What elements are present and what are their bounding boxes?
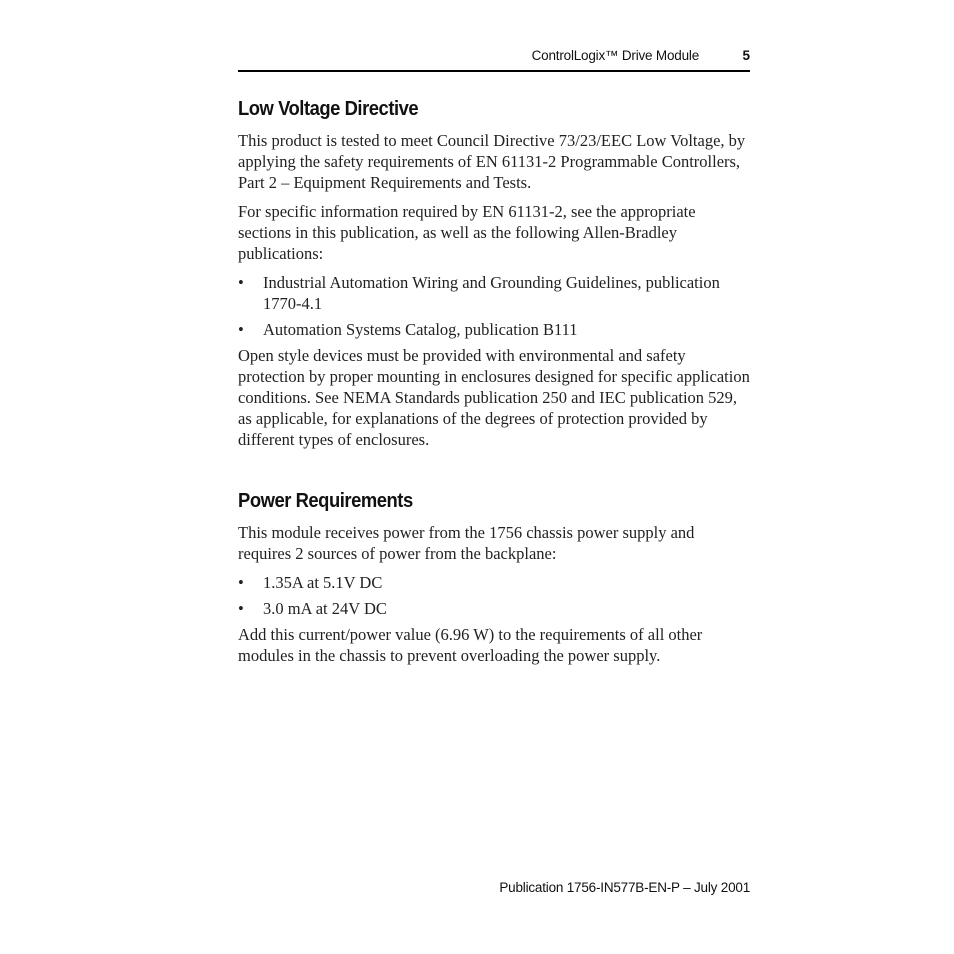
paragraph: This product is tested to meet Council Directive 73/23/EEC Low Voltage, by applying the safety requirements of EN 61131-2 Programmable Controllers, Part 2 – Equipment Requirements and Tests. xyxy=(238,131,746,192)
bullet-list xyxy=(238,572,750,619)
section-heading: Power Requirements xyxy=(238,490,413,512)
header-title: ControlLogix™ Drive Module xyxy=(531,48,699,63)
section-power-requirements xyxy=(238,487,750,666)
bullet-list xyxy=(238,272,750,340)
footer-publication: Publication 1756-IN577B-EN-P – July 2001 xyxy=(499,880,750,895)
bullet-icon: • xyxy=(238,320,244,339)
page-content xyxy=(238,95,750,666)
list-item-text: 1.35A at 5.1V DC xyxy=(263,573,383,592)
list-item-text: Automation Systems Catalog, publication B111 xyxy=(263,320,578,339)
list-item-text: 3.0 mA at 24V DC xyxy=(263,599,387,618)
paragraph: Open style devices must be provided with environmental and safety protection by proper mounting in enclosures designed for specific application conditions. See NEMA Standards publication 250 and IEC publication 529, as applicable, for explanations of the degrees of protection provided by different types of enclosures. xyxy=(238,346,750,449)
list-item xyxy=(238,572,750,593)
bullet-icon: • xyxy=(238,599,244,618)
bullet-icon: • xyxy=(238,273,244,292)
list-item-text: Industrial Automation Wiring and Grounding Guidelines, publication 1770-4.1 xyxy=(263,273,720,313)
section-heading: Low Voltage Directive xyxy=(238,98,419,120)
section-low-voltage-directive xyxy=(238,95,750,450)
list-item xyxy=(238,272,750,314)
list-item xyxy=(238,598,750,619)
bullet-icon: • xyxy=(238,573,244,592)
paragraph: For specific information required by EN 61131-2, see the appropriate sections in this publication, as well as the following Allen-Bradley publications: xyxy=(238,202,696,263)
list-item xyxy=(238,319,750,340)
page-number: 5 xyxy=(742,48,750,63)
running-header xyxy=(238,46,750,72)
paragraph: Add this current/power value (6.96 W) to the requirements of all other modules in the chassis to prevent overloading the power supply. xyxy=(238,625,703,665)
paragraph: This module receives power from the 1756 chassis power supply and requires 2 sources of power from the backplane: xyxy=(238,523,695,563)
